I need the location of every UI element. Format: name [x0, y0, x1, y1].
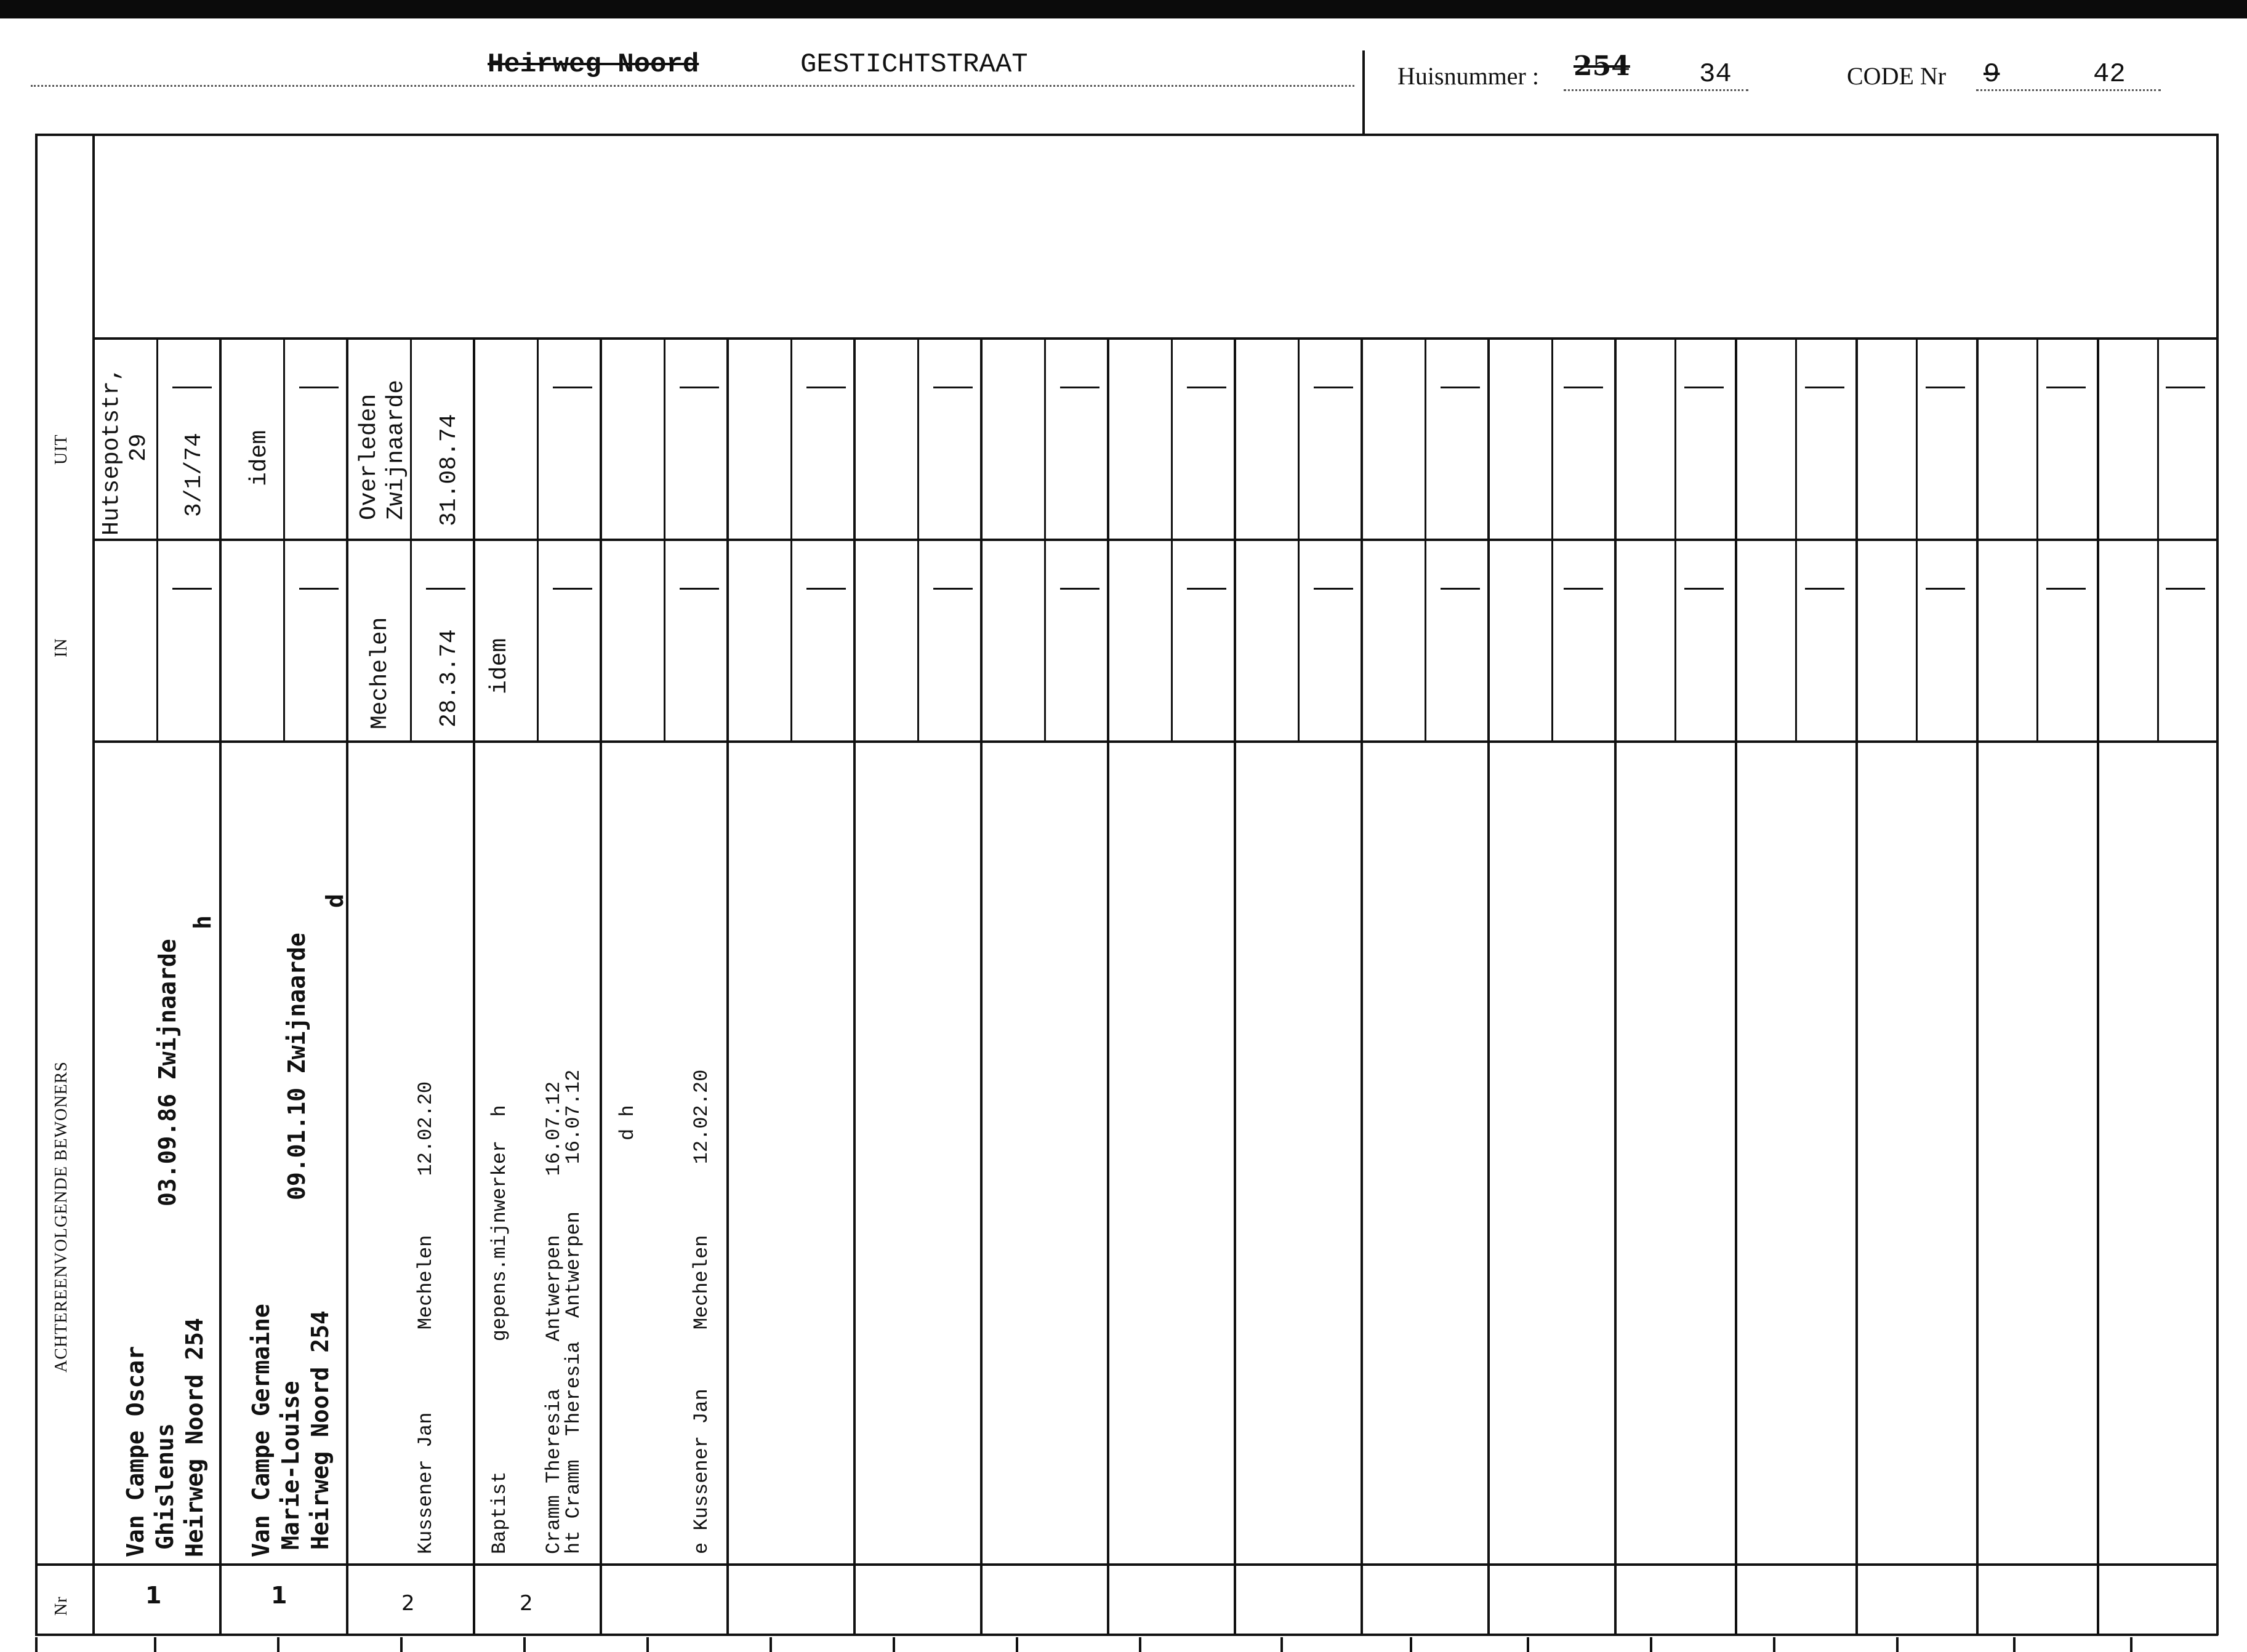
- bewoners-top-line: [92, 740, 2218, 743]
- subcol-divider: [1425, 337, 1426, 740]
- birth-info: 03.09.86 Zwijnaarde: [154, 939, 181, 1206]
- blank-dash: [1926, 387, 1965, 388]
- edge-tick: [2130, 1637, 2132, 1652]
- blank-dash: [172, 588, 212, 590]
- header-divider: [1362, 50, 1365, 134]
- blank-dash: [1060, 588, 1099, 590]
- edge-tick: [1139, 1637, 1141, 1652]
- in-place: Mechelen: [367, 617, 393, 729]
- subcol-divider: [1298, 337, 1300, 740]
- table-top-border: [35, 134, 2218, 136]
- table-left-border: [35, 134, 38, 1635]
- column-divider: [980, 337, 983, 1635]
- edge-tick: [277, 1637, 279, 1652]
- edge-tick: [154, 1637, 156, 1652]
- blank-dash: [933, 588, 973, 590]
- name-line: Van Campe Germaine: [247, 1304, 275, 1557]
- in-place: idem: [486, 638, 513, 694]
- subcol-divider: [156, 337, 158, 740]
- subcol-divider: [283, 337, 285, 740]
- column-divider: [2097, 337, 2099, 1635]
- blank-dash: [680, 588, 719, 590]
- subcol-divider: [1674, 337, 1676, 740]
- uit-date: 31.08.74: [436, 414, 462, 526]
- sex-marker: d: [321, 894, 348, 908]
- blank-dash: [1060, 387, 1099, 388]
- blank-dash: [680, 387, 719, 388]
- detail-line: d h: [616, 1105, 639, 1554]
- column-divider: [1614, 337, 1617, 1635]
- blank-dash: [1187, 588, 1226, 590]
- column-divider: [1855, 337, 1858, 1635]
- blank-dash: [1805, 387, 1844, 388]
- detail-line: Baptist gepens.mijnwerker h: [488, 1105, 511, 1554]
- blank-dash: [1684, 387, 1724, 388]
- huisnummer-underline: [1564, 89, 1748, 91]
- edge-tick: [35, 1637, 38, 1652]
- edge-tick: [1650, 1637, 1652, 1652]
- edge-tick: [1773, 1637, 1775, 1652]
- resident-nr: 1: [145, 1582, 162, 1609]
- blank-dash: [1805, 588, 1844, 590]
- uit-place: [98, 367, 153, 535]
- edge-tick: [646, 1637, 649, 1652]
- edge-tick: [1527, 1637, 1529, 1652]
- edge-tick: [523, 1637, 526, 1652]
- street-new: GESTICHTSTRAAT: [800, 49, 1028, 80]
- blank-dash: [1441, 588, 1480, 590]
- blank-dash: [1187, 387, 1226, 388]
- detail-line: Kussener Jan Mechelen 12.02.20: [414, 1081, 437, 1554]
- name-line: Heirweg Noord 254: [307, 1310, 334, 1550]
- blank-dash: [2166, 588, 2205, 590]
- sex-marker: h: [189, 915, 216, 929]
- blank-dash: [1684, 588, 1724, 590]
- blank-dash: [172, 387, 212, 388]
- column-divider: [1234, 337, 1236, 1635]
- edge-tick: [893, 1637, 895, 1652]
- column-divider: [1735, 337, 1737, 1635]
- column-divider: [346, 337, 348, 1635]
- label-column-border: [92, 134, 95, 1635]
- column-divider: [853, 337, 856, 1635]
- subcol-divider: [410, 337, 412, 740]
- resident-name: [121, 1318, 209, 1557]
- blank-dash: [933, 387, 973, 388]
- nr-top-line: [35, 1563, 2218, 1566]
- resident-nr: 1: [271, 1582, 287, 1609]
- birth-info: 09.01.10 Zwijnaarde: [283, 932, 310, 1200]
- uit-place-line: 29: [126, 433, 152, 462]
- subcol-divider: [2036, 337, 2038, 740]
- uit-place-line: Overleden: [356, 393, 382, 520]
- detail-line: ht Cramm Theresia Antwerpen 16.07.12: [562, 1069, 585, 1554]
- subcol-divider: [1795, 337, 1797, 740]
- blank-dash: [806, 387, 846, 388]
- blank-dash: [299, 588, 339, 590]
- table-bottom-border: [35, 1634, 2218, 1636]
- subcol-divider: [2157, 337, 2159, 740]
- huisnummer-new: 34: [1699, 59, 1732, 90]
- edge-tick: [2013, 1637, 2016, 1652]
- resident-nr: 2: [520, 1591, 533, 1616]
- blank-dash: [1314, 588, 1353, 590]
- label-bewoners: ACHTEREENVOLGENDE BEWONERS: [52, 1061, 71, 1373]
- table-right-border: [2216, 134, 2219, 1635]
- detail-line: Cramm Theresia Antwerpen 16.07.12: [542, 1081, 565, 1554]
- column-divider: [1361, 337, 1363, 1635]
- resident-nr: 2: [401, 1591, 415, 1616]
- name-line: Ghislenus: [151, 1423, 179, 1550]
- subcol-divider: [1171, 337, 1173, 740]
- edge-tick: [400, 1637, 403, 1652]
- huisnummer-label: Huisnummer :: [1397, 62, 1539, 90]
- name-line: Heirweg Noord 254: [181, 1318, 208, 1557]
- uit-place-line: Hutsepotstr,: [98, 367, 125, 535]
- uit-place: idem: [246, 430, 273, 486]
- name-line: Van Campe Oscar: [122, 1345, 149, 1557]
- huisnummer-old: 254: [1574, 50, 1630, 82]
- code-old: 9: [1984, 59, 2000, 90]
- subcol-divider: [537, 337, 539, 740]
- subcol-divider: [790, 337, 792, 740]
- street-old: Heirweg Noord: [488, 49, 699, 80]
- blank-dash: [1314, 387, 1353, 388]
- scan-top-edge: [0, 0, 2247, 18]
- edge-tick: [1410, 1637, 1412, 1652]
- label-uit: UIT: [52, 434, 71, 465]
- subcol-divider: [917, 337, 919, 740]
- resident-details: [492, 1070, 763, 1554]
- detail-line: e Kussener Jan Mechelen 12.02.20: [690, 1069, 713, 1554]
- blank-dash: [1564, 387, 1603, 388]
- code-underline: [1976, 89, 2161, 91]
- blank-dash: [1926, 588, 1965, 590]
- blank-dash: [1441, 387, 1480, 388]
- subcol-divider: [1044, 337, 1046, 740]
- blank-dash: [426, 588, 465, 590]
- subcol-divider: [1916, 337, 1918, 740]
- label-in: IN: [52, 638, 71, 657]
- column-divider: [1487, 337, 1490, 1635]
- code-label: CODE Nr: [1847, 62, 1947, 90]
- blank-dash: [2046, 387, 2086, 388]
- in-date: 28.3.74: [436, 629, 462, 728]
- street-underline: [31, 85, 1354, 87]
- blank-dash: [2166, 387, 2205, 388]
- blank-dash: [1564, 588, 1603, 590]
- edge-tick: [770, 1637, 772, 1652]
- uit-place: [356, 380, 410, 520]
- code-new: 42: [2093, 59, 2126, 90]
- subcol-divider: [664, 337, 665, 740]
- uit-date: 3/1/74: [181, 433, 207, 517]
- name-line: Marie-Louise: [277, 1381, 304, 1550]
- edge-tick: [1016, 1637, 1018, 1652]
- edge-tick: [1280, 1637, 1283, 1652]
- blank-dash: [2046, 588, 2086, 590]
- blank-dash: [553, 387, 592, 388]
- edge-tick: [1896, 1637, 1899, 1652]
- subcol-divider: [1551, 337, 1553, 740]
- blank-dash: [299, 387, 339, 388]
- blank-dash: [553, 588, 592, 590]
- label-nr: Nr: [52, 1596, 71, 1616]
- resident-name: [246, 1304, 335, 1557]
- uit-place-line: Zwijnaarde: [383, 379, 409, 520]
- column-divider: [219, 337, 222, 1635]
- column-divider: [1976, 337, 1979, 1635]
- blank-dash: [806, 588, 846, 590]
- column-divider: [1107, 337, 1109, 1635]
